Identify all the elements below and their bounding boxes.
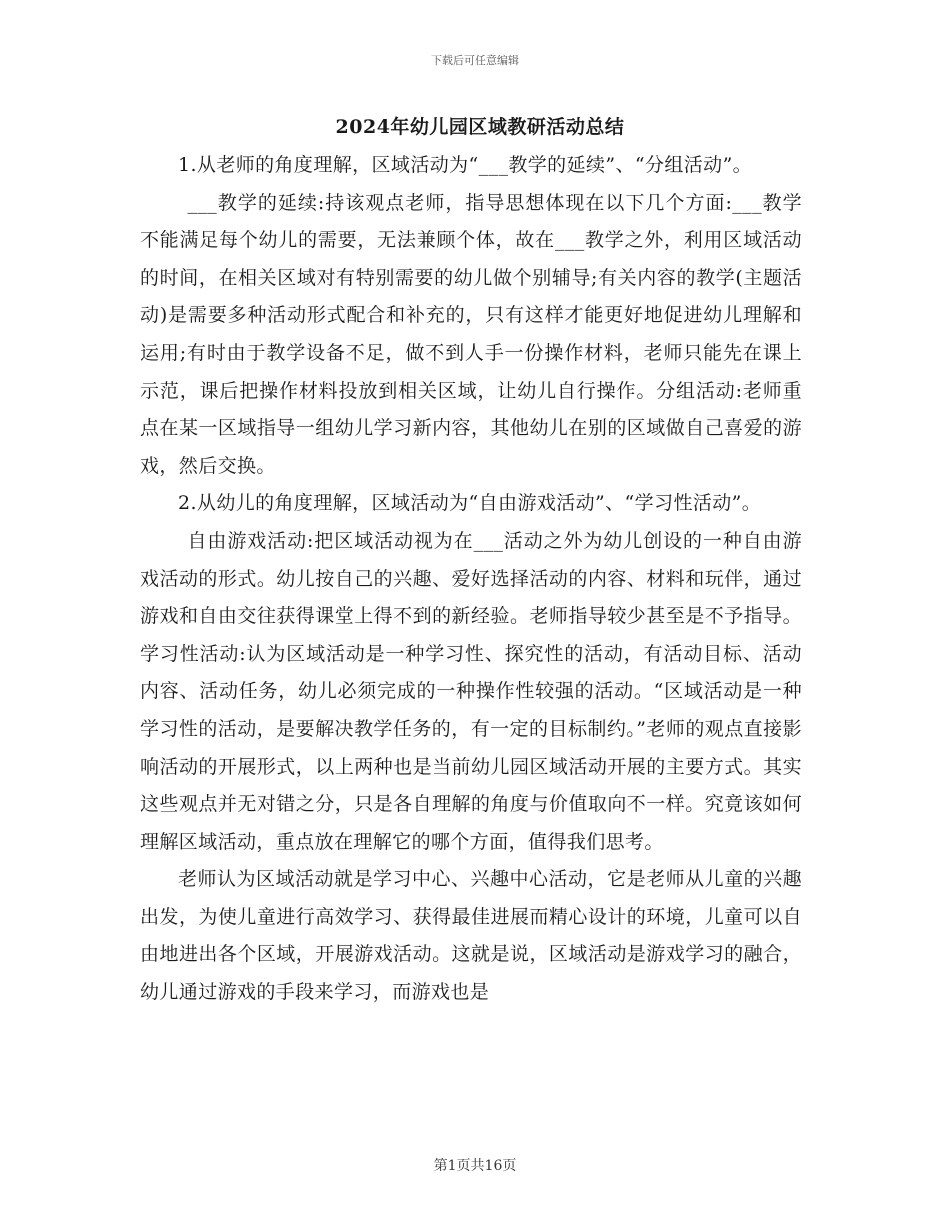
paragraph-1: 1.从老师的角度理解，区域活动为“___教学的延续”、“分组活动”。 — [178, 154, 753, 176]
paragraph-4: 自由游戏活动:把区域活动视为在___活动之外为幼儿创设的一种自由游戏活动的形式。幼儿按自己的兴趣、爱好选择活动的内容、材料和玩伴，通过游戏和自由交往获得课堂上得不到的新经验。老师指导较少甚至是不予指导。学习性活动:认为区域活动是一种学习性、探究性的活动，有活动目标、活动内容、活动任务，幼儿必须完成的一种操作性较强的活动。“区域活动是一种学习性的活动，是要解决教学任务的，有一定的目标制约。”老师的观点直接影响活动的开展形式，以上两种也是当前幼儿园区域活动开展的主要方式。其实这些观点并无对错之分，只是各自理解的角度与价值取向不一样。究竟该如何理解区域活动，重点放在理解它的哪个方面，值得我们思考。 — [140, 529, 802, 853]
paragraph-2: ___教学的延续:持该观点老师，指导思想体现在以下几个方面:___教学不能满足每个幼儿的需要，无法兼顾个体，故在___教学之外，利用区域活动的时间，在相关区域对有特别需要的幼儿做个别辅导;有关内容的教学(主题活动)是需要多种活动形式配合和补充的，只有这样才能更好地促进幼儿理解和运用;有时由于教学设备不足，做不到人手一份操作材料，老师只能先在课上示范，课后把操作材料投放到相关区域，让幼儿自行操作。分组活动:老师重点在某一区域指导一组幼儿学习新内容，其他幼儿在别的区域做自己喜爱的游戏，然后交换。 — [140, 191, 802, 477]
document-body — [140, 147, 802, 1012]
paragraph-5: 老师认为区域活动就是学习中心、兴趣中心活动，它是老师从儿童的兴趣出发，为使儿童进行高效学习、获得最佳进展而精心设计的环境，儿童可以自由地进出各个区域，开展游戏活动。这就是说，区域活动是游戏学习的融合，幼儿通过游戏的手段来学习，而游戏也是 — [140, 868, 802, 1004]
header-note: 下载后可任意编辑 — [431, 54, 519, 67]
page-number: 第1页共16页 — [433, 1158, 517, 1174]
document-title: 2024年幼儿园区域教研活动总结 — [335, 116, 625, 138]
paragraph-3: 2.从幼儿的角度理解，区域活动为“自由游戏活动”、“学习性活动”。 — [178, 492, 762, 515]
